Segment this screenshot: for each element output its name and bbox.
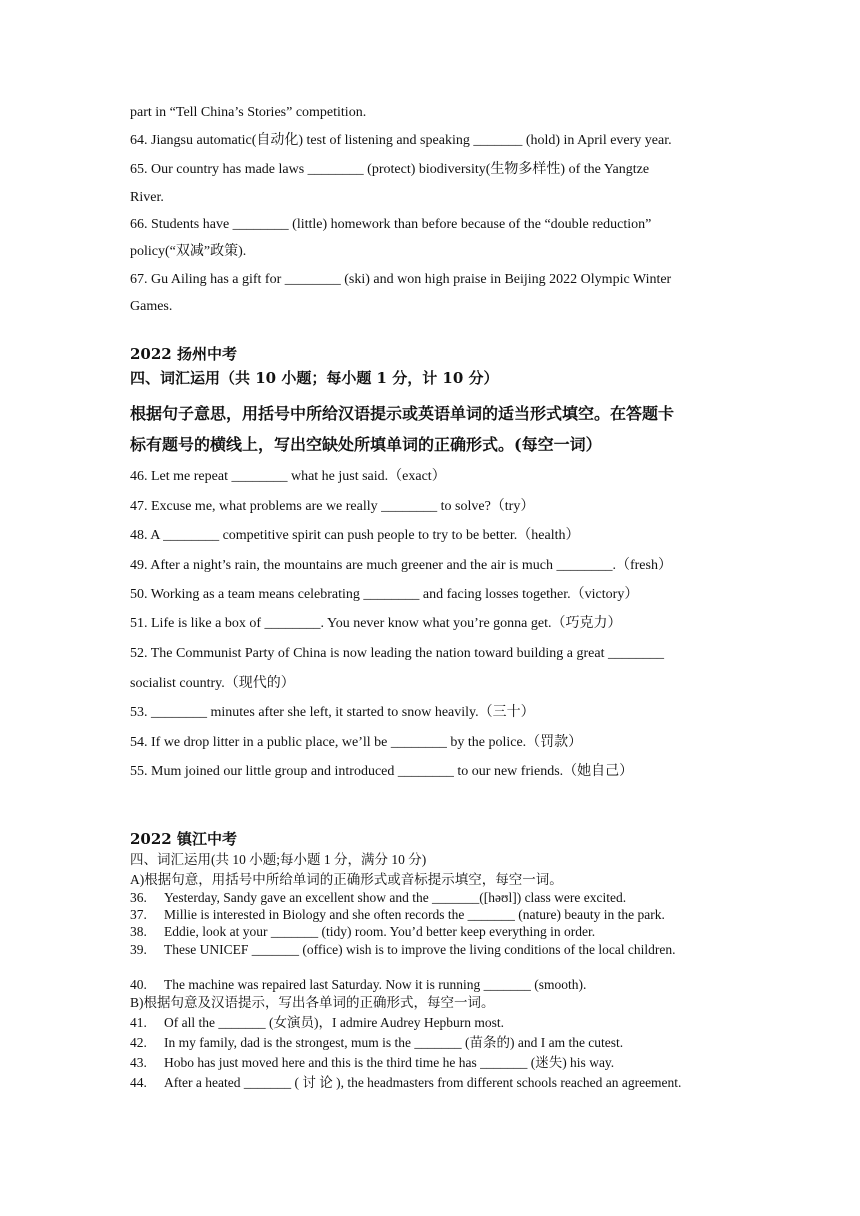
question-text: These UNICEF _______ (office) wish is to improve the living conditions of the local children. bbox=[164, 942, 676, 957]
question-64: 64. Jiangsu automatic(自动化) test of listening and speaking _______ (hold) in April every year. bbox=[130, 133, 672, 148]
question-text: In my family, dad is the strongest, mum is the _______ (苗条的) and I am the cutest. bbox=[164, 1035, 624, 1050]
question-38 bbox=[130, 923, 730, 940]
yangzhou-instruction-2: 标有题号的横线上，写出空缺处所填单词的正确形式。(每空一词） bbox=[130, 435, 602, 454]
question-55: 55. Mum joined our little group and introduced ________ to our new friends.（她自己） bbox=[130, 764, 634, 779]
zhenjiang-title: 2022 镇江中考 bbox=[130, 830, 237, 848]
question-47: 47. Excuse me, what problems are we really ________ to solve?（try） bbox=[130, 499, 535, 514]
question-39 bbox=[130, 941, 730, 958]
question-51: 51. Life is like a box of ________. You never know what you’re gonna get.（巧克力） bbox=[130, 616, 622, 631]
question-number: 36. bbox=[130, 890, 147, 905]
question-number: 42. bbox=[130, 1035, 147, 1050]
question-65: 65. Our country has made laws ________ (protect) biodiversity(生物多样性) of the Yangtze bbox=[130, 162, 650, 177]
text-line: Games. bbox=[130, 299, 173, 314]
question-number: 44. bbox=[130, 1075, 147, 1090]
question-text: The machine was repaired last Saturday. Now it is running _______ (smooth). bbox=[164, 977, 587, 992]
question-number: 38. bbox=[130, 924, 147, 939]
question-text: Millie is interested in Biology and she often records the _______ (nature) beauty in the park. bbox=[164, 907, 665, 922]
question-37 bbox=[130, 906, 730, 923]
question-46: 46. Let me repeat ________ what he just said.（exact） bbox=[130, 469, 446, 484]
question-36 bbox=[130, 889, 730, 906]
question-number: 40. bbox=[130, 977, 147, 992]
question-number: 43. bbox=[130, 1055, 147, 1070]
question-43 bbox=[130, 1054, 730, 1071]
question-number: 41. bbox=[130, 1015, 147, 1030]
question-text: Of all the _______ (女演员)，I admire Audrey Hepburn most. bbox=[164, 1015, 505, 1030]
question-number: 39. bbox=[130, 942, 147, 957]
question-48: 48. A ________ competitive spirit can push people to try to be better.（health） bbox=[130, 528, 580, 543]
question-text: Yesterday, Sandy gave an excellent show and the _______([həʊl]) class were excited. bbox=[164, 890, 627, 905]
question-text: Hobo has just moved here and this is the third time he has _______ (迷失) his way. bbox=[164, 1055, 615, 1070]
question-53: 53. ________ minutes after she left, it started to snow heavily.（三十） bbox=[130, 705, 535, 720]
question-52: 52. The Communist Party of China is now leading the nation toward building a great ________ bbox=[130, 646, 665, 661]
question-49: 49. After a night’s rain, the mountains are much greener and the air is much ________.（fresh） bbox=[130, 558, 672, 573]
zhenjiang-section-heading: 四、词汇运用(共 10 小题;每小题 1 分，满分 10 分) bbox=[130, 852, 427, 867]
question-54: 54. If we drop litter in a public place, we’ll be ________ by the police.（罚款） bbox=[130, 735, 583, 750]
question-44 bbox=[130, 1074, 730, 1091]
yangzhou-section-heading: 四、词汇运用（共 10 小题；每小题 1 分，计 10 分） bbox=[130, 369, 499, 387]
question-text: After a heated _______ ( 讨 论 ), the headmasters from different schools reached an agreement. bbox=[164, 1075, 682, 1090]
text-line: socialist country.（现代的） bbox=[130, 676, 295, 691]
zhenjiang-part-b: B)根据句意及汉语提示，写出各单词的正确形式，每空一词。 bbox=[130, 995, 495, 1010]
text-line: River. bbox=[130, 190, 164, 205]
question-42 bbox=[130, 1034, 730, 1051]
question-41 bbox=[130, 1014, 730, 1031]
question-40 bbox=[130, 976, 730, 993]
question-66: 66. Students have ________ (little) homework than before because of the “double reduction” bbox=[130, 217, 652, 232]
text-line: policy(“双减”政策). bbox=[130, 244, 247, 259]
zhenjiang-part-a: A)根据句意，用括号中所给单词的正确形式或音标提示填空，每空一词。 bbox=[130, 872, 563, 887]
yangzhou-instruction-1: 根据句子意思，用括号中所给汉语提示或英语单词的适当形式填空。在答题卡 bbox=[130, 404, 675, 423]
yangzhou-title: 2022 扬州中考 bbox=[130, 345, 237, 363]
question-50: 50. Working as a team means celebrating ________ and facing losses together.（victory） bbox=[130, 587, 639, 602]
question-text: Eddie, look at your _______ (tidy) room. You’d better keep everything in order. bbox=[164, 924, 596, 939]
text-line: part in “Tell China’s Stories” competition. bbox=[130, 105, 367, 120]
question-number: 37. bbox=[130, 907, 147, 922]
question-67: 67. Gu Ailing has a gift for ________ (ski) and won high praise in Beijing 2022 Olympic Winter bbox=[130, 272, 672, 287]
